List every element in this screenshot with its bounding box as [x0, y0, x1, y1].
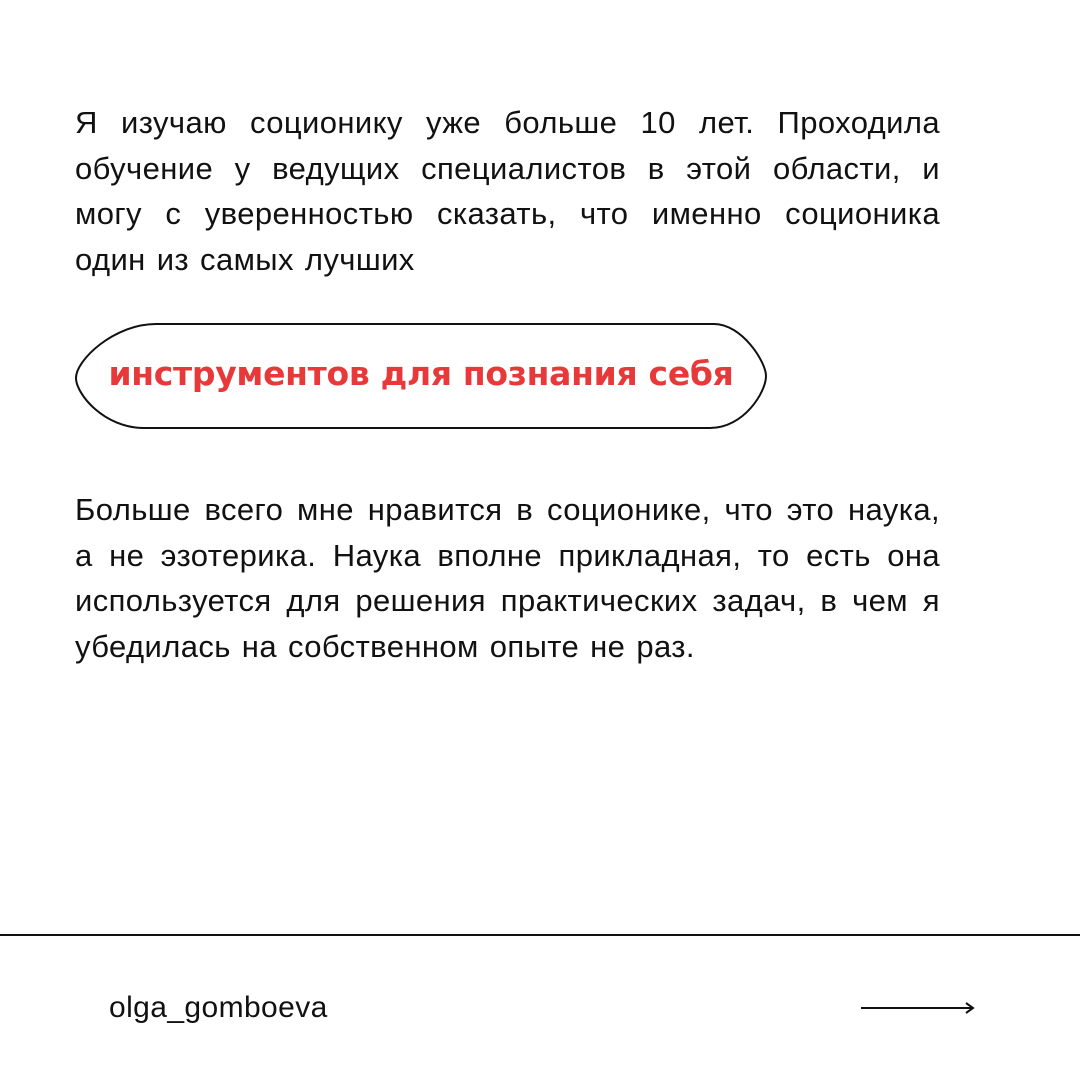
intro-paragraph: Я изучаю соционику уже больше 10 лет. Проходила обучение у ведущих специалистов в этой области, и могу с уверенностью сказать, что именно соционика один из самых лучших [75, 105, 940, 277]
footer-divider [0, 934, 1080, 936]
second-paragraph: Больше всего мне нравится в соционике, что это наука, а не эзотерика. Наука вполне прикладная, то есть она используется для решения практических задач, в чем я убедилась на собственном опыте не раз. [75, 492, 940, 664]
highlight-text: инструментов для познания себя [108, 354, 734, 393]
highlight-pill [74, 322, 768, 430]
arrow-right-icon[interactable] [860, 998, 976, 1018]
author-handle[interactable]: olga_gomboeva [109, 991, 328, 1024]
